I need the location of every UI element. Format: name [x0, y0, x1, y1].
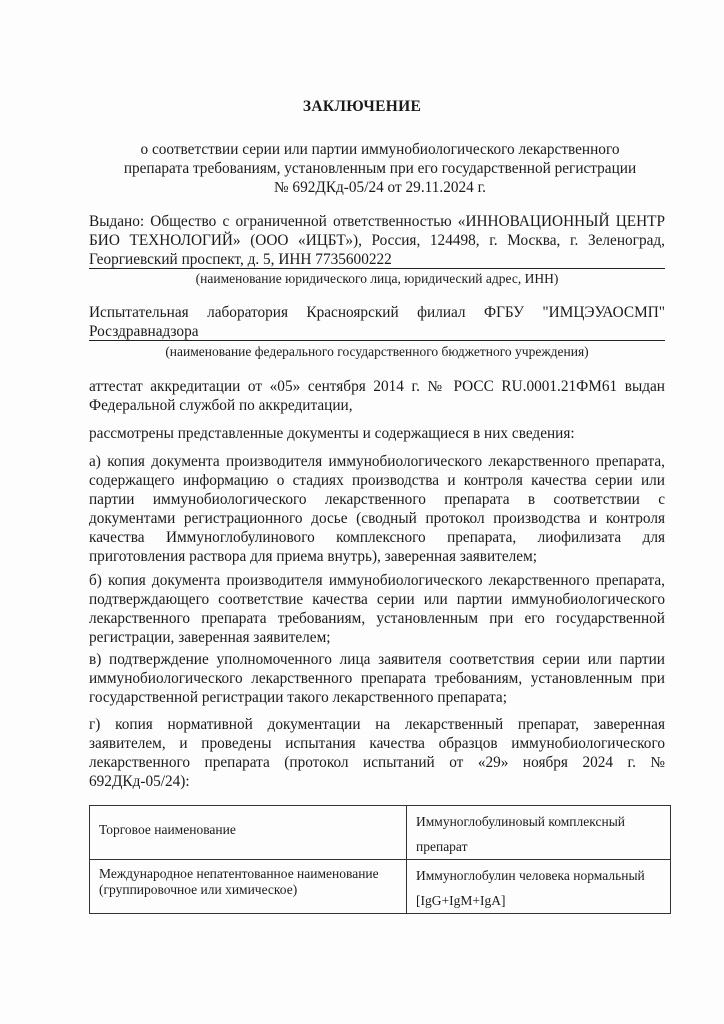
subtitle-line: № 692ДКд-05/24 от 29.11.2024 г.: [274, 179, 486, 196]
inn-label: Международное непатентованное наименование (группировочное или химическое): [99, 866, 379, 897]
item-b-paragraph: б) копия документа производителя иммунобиологического лекарственного препарата, подтверждающего соответствие качества серии или партии иммунобиологического лекарственного препарата требованиям, установленным при его государственной регистрации, заверенная заявителем;: [89, 572, 665, 646]
subtitle-line: препарата требованиям, установленным при его государственной регистрации: [123, 160, 637, 177]
issued-to-underline: [89, 268, 665, 269]
laboratory-caption: (наименование федерального государственного бюджетного учреждения): [165, 344, 589, 359]
product-info-table: [89, 805, 671, 914]
table-cell-value: [407, 806, 671, 860]
trade-name-value: Иммуноглобулиновый комплексный препарат: [416, 814, 625, 854]
issued-to-paragraph: Выдано: Общество с ограниченной ответственностью «ИННОВАЦИОННЫЙ ЦЕНТР БИО ТЕХНОЛОГИЙ» (ООО «ИЦБТ»), Россия, 124498, г. Москва, г. Зеленоград, Георгиевский проспект, д. 5, ИНН 7735600222: [89, 213, 665, 268]
laboratory-paragraph: Испытательная лаборатория Красноярский филиал ФГБУ "ИМЦЭУАОСМП" Росздравнадзора: [89, 304, 665, 340]
item-a-paragraph: а) копия документа производителя иммунобиологического лекарственного препарата, содержащего информацию о стадиях производства и контроля качества серии или партии иммунобиологического лекарственного препарата в соответствии с документами регистрационного досье (сводный протокол производства и контроля качества Иммуноглобулинового комплексного препарата, лиофилизата для приготовления раствора для приема внутрь), заверенная заявителем;: [89, 453, 665, 565]
table-row: [90, 806, 671, 860]
subtitle-line: о соответствии серии или партии иммунобиологического лекарственного: [140, 141, 620, 158]
laboratory-underline: [89, 340, 665, 341]
trade-name-label: Торговое наименование: [99, 822, 236, 837]
document-title: ЗАКЛЮЧЕНИЕ: [302, 98, 422, 115]
table-cell-label: [90, 806, 407, 860]
table-row: [90, 860, 671, 914]
inn-value: Иммуноглобулин человека нормальный [IgG+IgM+IgA]: [416, 868, 645, 908]
table-cell-value: [407, 860, 671, 914]
table-cell-label: [90, 860, 407, 914]
accreditation-paragraph: аттестат аккредитации от «05» сентября 2014 г. № РОСС RU.0001.21ФМ61 выдан Федеральной службой по аккредитации,: [89, 378, 665, 414]
issued-to-caption: (наименование юридического лица, юридический адрес, ИНН): [195, 271, 559, 286]
reviewed-intro: рассмотрены представленные документы и содержащиеся в них сведения:: [89, 425, 575, 442]
item-g-paragraph: г) копия нормативной документации на лекарственный препарат, заверенная заявителем, и проведены испытания качества образцов иммунобиологического лекарственного препарата (протокол испытаний от «29» ноября 2024 г. № 692ДКд-05/24):: [89, 716, 665, 790]
document-subtitle: [90, 140, 670, 197]
item-v-paragraph: в) подтверждение уполномоченного лица заявителя соответствия серии или партии иммунобиологического лекарственного препарата требованиям, установленным при государственной регистрации такого лекарственного препарата;: [89, 651, 665, 706]
